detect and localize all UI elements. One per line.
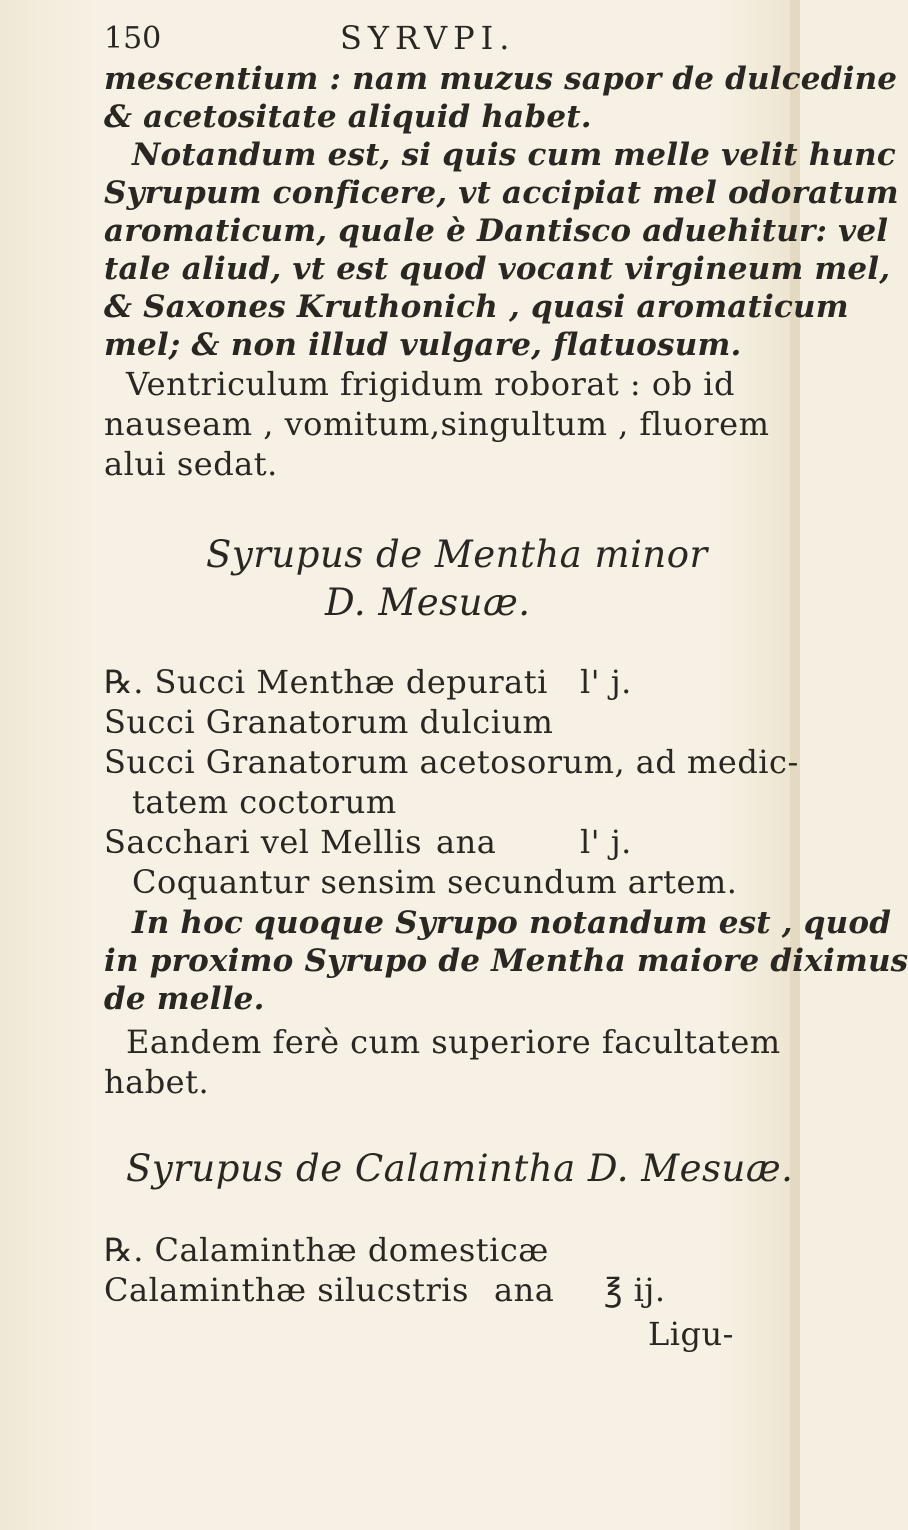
section-heading: Syrupus de Mentha minor — [206, 533, 708, 576]
note-line: de melle. — [104, 981, 265, 1017]
catchword: Ligu- — [648, 1315, 734, 1353]
section-heading: D. Mesuæ. — [325, 581, 531, 624]
text-line: Notandum est, si quis cum melle velit hunc — [132, 137, 896, 173]
text-line: Syrupum conficere, vt accipiat mel odoratum — [104, 175, 899, 211]
instruction-line: Coquantur sensim secundum artem. — [132, 863, 738, 901]
text-line: Eandem ferè cum superiore facultatem — [126, 1023, 781, 1061]
recipe-line: Sacchari vel Mellis — [104, 823, 422, 861]
page-number: 150 — [104, 21, 162, 56]
text-line: mescentium : nam muzus sapor de dulcedine — [104, 61, 898, 97]
running-title: SYRVPI. — [340, 19, 516, 57]
text-line: nauseam , vomitum,singultum , fluorem — [104, 405, 770, 443]
section-heading: Syrupus de Calamintha D. Mesuæ. — [126, 1147, 794, 1190]
recipe-quantity: l' j. — [580, 823, 632, 861]
recipe-ana: ana — [436, 823, 497, 861]
text-line: & acetositate aliquid habet. — [104, 99, 592, 135]
text-line: alui sedat. — [104, 445, 278, 483]
recipe-quantity: l' j. — [580, 663, 632, 701]
recipe-line: Succi Granatorum acetosorum, ad medic- — [104, 743, 799, 781]
recipe-line: Calaminthæ silucstris — [104, 1271, 469, 1309]
recipe-ana: ana — [494, 1271, 555, 1309]
note-line: In hoc quoque Syrupo notandum est , quod — [132, 905, 892, 941]
recipe-line: Succi Granatorum dulcium — [104, 703, 554, 741]
recipe-quantity: ℥ ij. — [604, 1271, 666, 1309]
text-line: aromaticum, quale è Dantisco aduehitur: vel — [104, 213, 889, 249]
note-line: in proximo Syrupo de Mentha maiore diximus — [104, 943, 908, 979]
text-line: tale aliud, vt est quod vocant virgineum mel, — [104, 251, 891, 287]
recipe-line: tatem coctorum — [132, 783, 397, 821]
text-line: Ventriculum frigidum roborat : ob id — [126, 365, 736, 403]
text-line: & Saxones Kruthonich , quasi aromaticum — [104, 289, 849, 325]
text-line: mel; & non illud vulgare, flatuosum. — [104, 327, 742, 363]
text-line: habet. — [104, 1063, 210, 1101]
recipe-line: ℞. Succi Menthæ depurati — [104, 663, 548, 701]
recipe-line: ℞. Calaminthæ domesticæ — [104, 1231, 549, 1269]
